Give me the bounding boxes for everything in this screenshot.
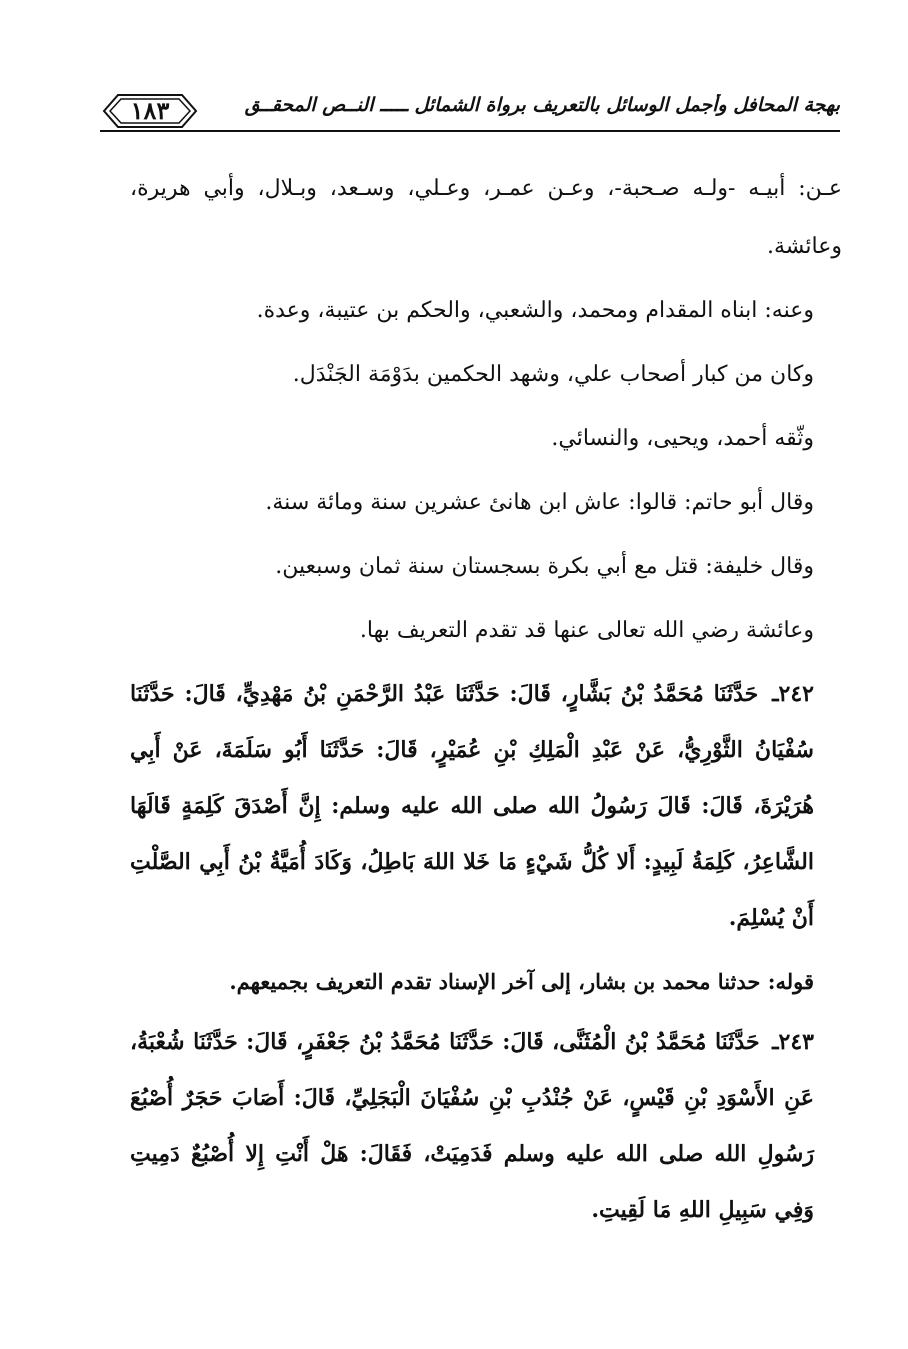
hadith-number: ٢٤٣ـ [772,1029,814,1055]
paragraph-khalifa: وقال خليفة: قتل مع أبي بكرة بسجستان سنة ثمان وسبعين. [275,554,814,579]
paragraph-intro: عـن: أبيـه -ولـه صـحبة-، وعـن عمـر، وعـلي، وسـعد، وبـلال، وأبي هريرة، وعائشة. [130,176,842,259]
page-number: ١٨٣ [130,96,170,125]
running-header-title: بهجة المحافل وأجمل الوسائل بالتعريف برواة الشمائل ـــــ النــص المحقــق [244,94,840,116]
paragraph-companions: وكان من كبار أصحاب علي، وشهد الحكمين بدَوْمَة الجَنْدَل. [292,362,814,387]
hadith-243 [130,1014,842,1238]
paragraph-abu-hatim: وقال أبو حاتم: قالوا: عاش ابن هانئ عشرين سنة ومائة سنة. [265,490,814,515]
main-text [130,160,842,1246]
hadith-text: حَدَّثَنَا مُحَمَّدُ بْنُ الْمُثَنَّى، قَالَ: حَدَّثَنَا مُحَمَّدُ بْنُ جَعْفَرٍ، قَالَ: حَدَّثَنَا شُعْبَةُ، عَنِ الأَسْوَدِ بْنِ قَيْسٍ، عَنْ جُنْدُبِ بْنِ سُفْيَانَ الْبَجَلِيِّ، قَالَ: أَصَابَ حَجَرٌ أُصْبُعَ رَسُولِ الله صلى الله عليه وسلم فَدَمِيَتْ، فَقَالَ: هَلْ أَنْتِ إِلا أُصْبُعٌ دَمِيتِ وَفِي سَبِيلِ اللهِ مَا لَقِيتِ. [130,1029,814,1223]
commentary-lead: قوله: [767,969,814,994]
page-header [100,92,840,136]
hadith-242 [130,666,842,946]
hadith-number: ٢٤٢ـ [772,681,814,707]
paragraph-students: وعنه: ابناه المقدام ومحمد، والشعبي، والحكم بن عتيبة، وعدة. [256,298,814,323]
commentary-text: حدثنا محمد بن بشار، إلى آخر الإسناد تقدم التعريف بجميعهم. [229,969,761,994]
commentary [130,954,842,1010]
hadith-text: حَدَّثَنَا مُحَمَّدُ بْنُ بَشَّارٍ، قَالَ: حَدَّثَنَا عَبْدُ الرَّحْمَنِ بْنُ مَهْدِيٍّ، قَالَ: حَدَّثَنَا سُفْيَانُ الثَّوْرِيُّ، عَنْ عَبْدِ الْمَلِكِ بْنِ عُمَيْرٍ، قَالَ: حَدَّثَنَا أَبُو سَلَمَةَ، عَنْ أَبِي هُرَيْرَةَ، قَالَ: قَالَ رَسُولُ الله صلى الله عليه وسلم: إِنَّ أَصْدَقَ كَلِمَةٍ قَالَهَا الشَّاعِرُ، كَلِمَةُ لَبِيدٍ: أَلا كُلُّ شَيْءٍ مَا خَلا اللهَ بَاطِلُ، وَكَادَ أُمَيَّةُ بْنُ أَبِي الصَّلْتِ أَنْ يُسْلِمَ. [130,681,814,931]
paragraph-aisha: وعائشة رضي الله تعالى عنها قد تقدم التعريف بها. [359,618,814,643]
paragraph-trust: وثّقه أحمد، ويحيى، والنسائي. [551,426,814,451]
page-number-badge [102,92,198,130]
header-divider [100,130,840,132]
